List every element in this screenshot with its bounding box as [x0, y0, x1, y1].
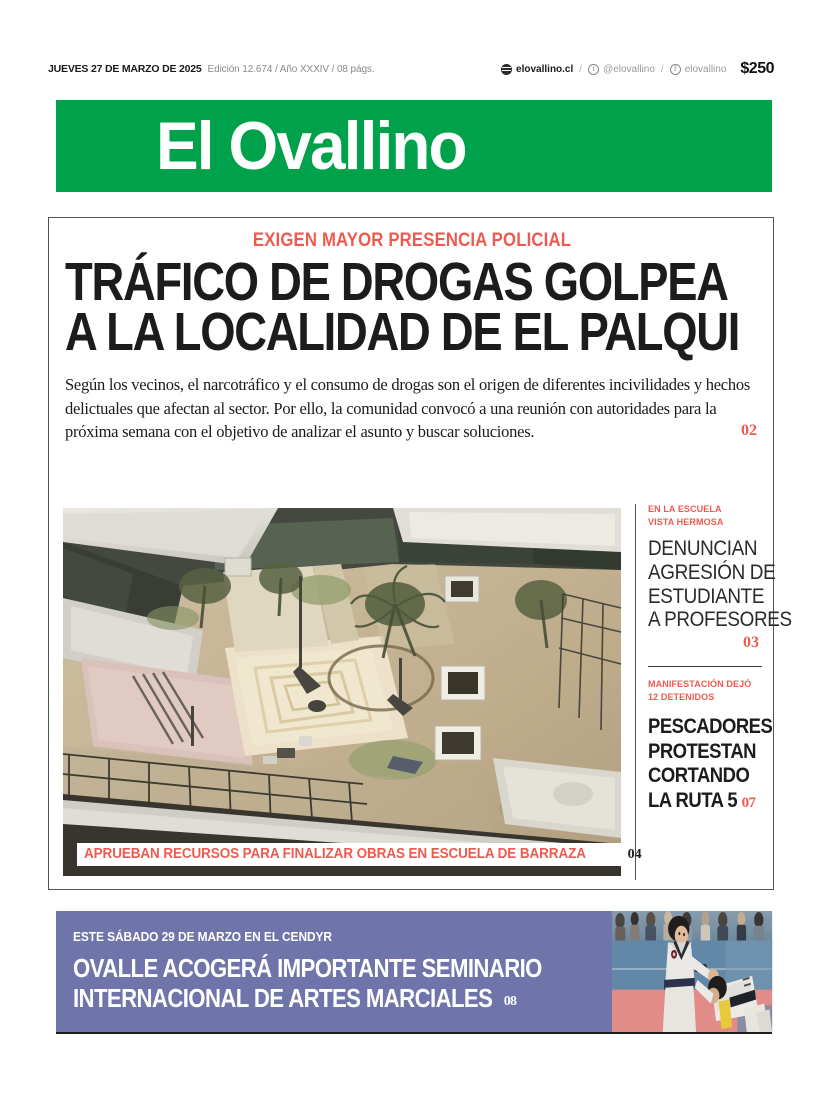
- sidebar-kicker-1-line-1: EN LA ESCUELA: [648, 504, 722, 515]
- sidebar-headline-2-line-3: CORTANDO: [648, 763, 750, 788]
- lead-kicker: EXIGEN MAYOR PRESENCIA POLICIAL: [252, 230, 572, 251]
- banner-headline: [73, 955, 612, 1014]
- edition-info: [48, 63, 375, 75]
- sidebar-headline-2-line-1: PESCADORES: [648, 714, 773, 738]
- separator-1: /: [579, 63, 583, 75]
- banner-kicker: ESTE SÁBADO 29 DE MARZO EN EL CENDYR: [73, 929, 332, 944]
- sidebar-kicker-2-line-1: MANIFESTACIÓN DEJÓ: [648, 679, 752, 691]
- globe-icon: [501, 64, 512, 75]
- twitter-link[interactable]: [588, 64, 655, 75]
- sidebar-headline-2-line-2: PROTESTAN: [648, 738, 757, 763]
- sidebar-page-number-1[interactable]: 03: [743, 634, 759, 652]
- sidebar-headline-1-line-3: ESTUDIANTE: [648, 584, 765, 608]
- sidebar-headline-1-line-4: A PROFESORES: [648, 608, 792, 632]
- main-content-frame: [48, 217, 792, 890]
- sidebar-headline-2: [648, 714, 773, 813]
- sidebar-divider: [648, 666, 762, 667]
- website-link[interactable]: [501, 64, 573, 75]
- masthead-logo-band: [56, 100, 772, 192]
- sidebar-kicker-1-line-2: VISTA HERMOSA: [648, 516, 724, 528]
- banner-headline-line-2-text: INTERNACIONAL DE ARTES MARCIALES: [73, 984, 493, 1013]
- main-photo-column: [56, 508, 642, 876]
- edition-details: Edición 12.674 / Año XXXIV / 08 págs.: [207, 64, 375, 75]
- lead-paragraph: Según los vecinos, el narcotráfico y el consumo de drogas son el origen de diferentes incivilidades y hechos delictuales que afectan al sector. Por ello, la comunidad convocó a una reunión con autoridades para la próxima semana con el objetivo de analizar el asunto y buscar soluciones.: [65, 375, 751, 442]
- photo-caption-text: APRUEBAN RECURSOS PARA FINALIZAR OBRAS EN ESCUELA DE BARRAZA: [84, 846, 586, 862]
- sidebar-item-escuela-vista-hermosa[interactable]: [648, 504, 792, 652]
- cover-price: $250: [740, 60, 774, 77]
- website-label: elovallino.cl: [516, 63, 574, 75]
- photo-caption-page: 04: [627, 847, 642, 862]
- sidebar-headline-2-line-4: [648, 788, 761, 813]
- twitter-label: @elovallino: [603, 63, 655, 75]
- photo-credit: EL OVALLINO: [56, 833, 62, 872]
- aerial-school-photo-graphic: [63, 508, 621, 876]
- social-links: [501, 60, 774, 78]
- banner-text-area: [56, 911, 612, 1032]
- separator-2: /: [660, 63, 664, 75]
- sidebar-stories: [635, 504, 792, 880]
- sidebar-headline-1: [648, 536, 792, 633]
- sidebar-kicker-1: [648, 504, 755, 530]
- martial-arts-photo-graphic: [612, 911, 772, 1032]
- sidebar-item-pescadores[interactable]: [648, 679, 773, 813]
- sidebar-headline-1-line-2: AGRESIÓN DE: [648, 560, 776, 584]
- banner-page-number[interactable]: 08: [503, 993, 517, 1009]
- facebook-label: elovallino: [684, 63, 727, 75]
- banner-headline-line-1: OVALLE ACOGERÁ IMPORTANTE SEMINARIO: [73, 955, 542, 983]
- photo-caption-bar[interactable]: [77, 843, 642, 866]
- banner-headline-line-2: [73, 985, 612, 1015]
- sidebar-kicker-2-line-2: 12 DETENIDOS: [648, 692, 715, 704]
- sidebar-page-number-2[interactable]: 07: [741, 795, 756, 812]
- twitter-icon: t: [588, 64, 599, 75]
- lead-story[interactable]: [49, 218, 775, 444]
- bottom-promo-banner[interactable]: [56, 911, 772, 1034]
- lead-page-number[interactable]: 02: [741, 421, 757, 439]
- facebook-icon: f: [670, 64, 681, 75]
- sidebar-headline-1-line-1: DENUNCIAN: [648, 536, 758, 560]
- newspaper-title: El Ovallino: [156, 107, 466, 184]
- facebook-link[interactable]: [670, 64, 727, 75]
- lead-headline-line-1: TRÁFICO DE DROGAS GOLPEA: [65, 252, 728, 312]
- lead-headline-line-2: A LA LOCALIDAD DE EL PALQUI: [65, 301, 740, 362]
- main-photo[interactable]: [56, 508, 642, 876]
- sidebar-kicker-2: [648, 679, 755, 705]
- publication-date: JUEVES 27 DE MARZO DE 2025: [48, 63, 202, 75]
- banner-photo[interactable]: [612, 911, 772, 1032]
- lead-headline: [65, 252, 753, 362]
- sidebar-headline-2-line-4-text: LA RUTA 5: [648, 788, 738, 813]
- masthead-info-bar: [48, 58, 774, 80]
